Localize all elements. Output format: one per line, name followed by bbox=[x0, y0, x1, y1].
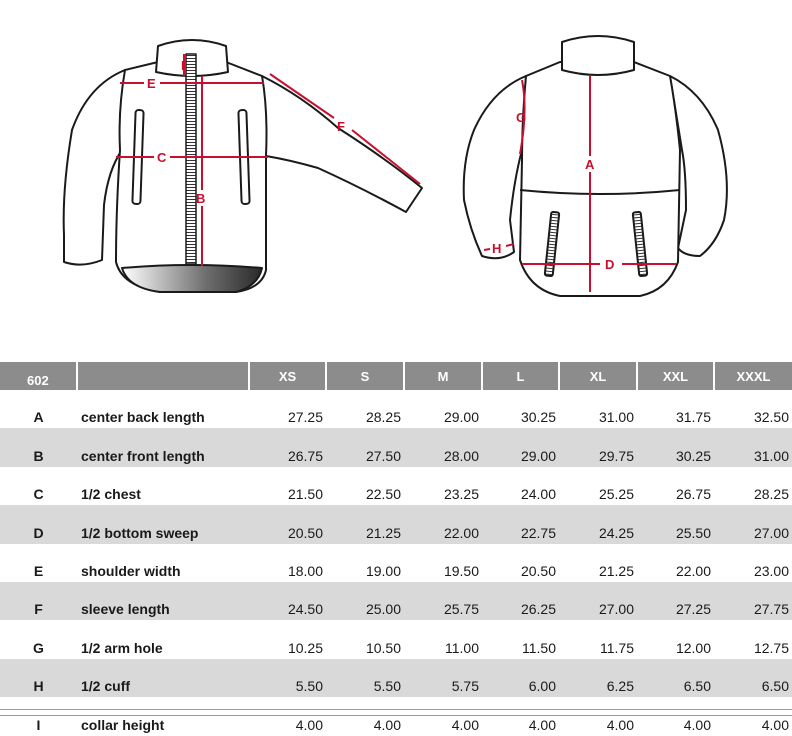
measure-code: H bbox=[0, 659, 77, 697]
table-row bbox=[0, 428, 792, 466]
size-header: M bbox=[404, 362, 482, 390]
measure-value: 29.75 bbox=[559, 428, 637, 466]
table-row bbox=[0, 697, 792, 735]
measure-value: 18.00 bbox=[287, 562, 323, 579]
measurement-header bbox=[77, 362, 249, 390]
measure-value: 5.50 bbox=[249, 659, 326, 697]
measure-value: 23.25 bbox=[443, 486, 479, 503]
measure-value: 4.00 bbox=[295, 716, 323, 733]
table-row bbox=[0, 390, 792, 428]
measure-value: 31.00 bbox=[598, 409, 634, 426]
measure-value: 12.75 bbox=[753, 639, 789, 656]
size-header: L bbox=[482, 362, 559, 390]
measure-value: 20.50 bbox=[520, 562, 556, 579]
label-a: A bbox=[585, 157, 595, 172]
measure-value: 4.00 bbox=[528, 716, 556, 733]
measure-value: 25.25 bbox=[598, 486, 634, 503]
measure-value: 27.25 bbox=[637, 582, 714, 620]
jacket-front-view bbox=[64, 40, 422, 292]
measure-value: 27.25 bbox=[287, 409, 323, 426]
measure-value: 4.00 bbox=[373, 716, 401, 733]
measure-code: E bbox=[33, 562, 44, 579]
table-header-row bbox=[0, 362, 792, 390]
measure-line-h-left bbox=[484, 249, 490, 250]
table-row bbox=[0, 505, 792, 543]
measure-name: 1/2 arm hole bbox=[81, 639, 163, 656]
measure-value: 27.50 bbox=[326, 428, 404, 466]
measure-value: 21.25 bbox=[326, 505, 404, 543]
measure-value: 19.00 bbox=[365, 562, 401, 579]
jacket-back-view bbox=[464, 36, 727, 296]
measure-code: G bbox=[33, 639, 44, 656]
measure-value: 11.50 bbox=[522, 639, 556, 656]
measure-name: 1/2 cuff bbox=[77, 659, 249, 697]
measure-value: 10.25 bbox=[287, 639, 323, 656]
measure-value: 5.50 bbox=[326, 659, 404, 697]
measure-value: 30.25 bbox=[637, 428, 714, 466]
measure-value: 11.75 bbox=[600, 639, 634, 656]
size-header: XXXL bbox=[714, 362, 792, 390]
measure-name: collar height bbox=[81, 716, 165, 733]
label-d: D bbox=[605, 257, 615, 272]
jacket-illustration bbox=[0, 0, 792, 330]
measure-value: 31.75 bbox=[675, 409, 711, 426]
measure-value: 5.75 bbox=[404, 659, 482, 697]
measure-code: I bbox=[36, 716, 41, 733]
measure-value: 22.00 bbox=[404, 505, 482, 543]
measure-value: 6.50 bbox=[637, 659, 714, 697]
label-e: E bbox=[147, 76, 156, 91]
measure-name: center back length bbox=[81, 409, 205, 426]
measure-value: 22.50 bbox=[365, 486, 401, 503]
label-b: B bbox=[196, 191, 206, 206]
measure-value: 6.00 bbox=[482, 659, 559, 697]
measure-code: C bbox=[33, 486, 44, 503]
measure-value: 6.25 bbox=[559, 659, 637, 697]
measure-value: 20.50 bbox=[249, 505, 326, 543]
back-left-sleeve bbox=[464, 76, 526, 258]
label-f: F bbox=[337, 119, 345, 134]
style-code: 602 bbox=[0, 362, 77, 390]
measure-value: 25.00 bbox=[326, 582, 404, 620]
label-g: G bbox=[516, 110, 527, 125]
measure-value: 32.50 bbox=[753, 409, 789, 426]
measure-code: D bbox=[0, 505, 77, 543]
table-row bbox=[0, 467, 792, 505]
measure-value: 22.75 bbox=[482, 505, 559, 543]
measure-value: 23.00 bbox=[753, 562, 789, 579]
measure-value: 25.50 bbox=[637, 505, 714, 543]
label-i: I bbox=[181, 58, 185, 73]
measure-value: 28.25 bbox=[753, 486, 789, 503]
measure-value: 24.25 bbox=[559, 505, 637, 543]
measure-name: 1/2 chest bbox=[81, 486, 141, 503]
measure-value: 26.25 bbox=[482, 582, 559, 620]
measure-value: 26.75 bbox=[675, 486, 711, 503]
measure-value: 19.50 bbox=[443, 562, 479, 579]
measure-value: 30.25 bbox=[520, 409, 556, 426]
table-row bbox=[0, 544, 792, 582]
back-body bbox=[520, 62, 680, 296]
measure-code: A bbox=[33, 409, 44, 426]
size-header: XXL bbox=[637, 362, 714, 390]
measure-value: 29.00 bbox=[443, 409, 479, 426]
measure-value: 27.00 bbox=[559, 582, 637, 620]
bottom-divider bbox=[0, 709, 792, 716]
measure-code: F bbox=[0, 582, 77, 620]
measure-value: 28.00 bbox=[404, 428, 482, 466]
table-row bbox=[0, 582, 792, 620]
front-right-sleeve bbox=[262, 76, 422, 212]
measure-value: 21.25 bbox=[598, 562, 634, 579]
measure-value: 27.00 bbox=[714, 505, 792, 543]
measure-value: 4.00 bbox=[451, 716, 479, 733]
front-zipper bbox=[186, 54, 196, 264]
front-hem-band bbox=[122, 265, 262, 292]
size-header: S bbox=[326, 362, 404, 390]
measure-value: 29.00 bbox=[482, 428, 559, 466]
measure-name: 1/2 bottom sweep bbox=[77, 505, 249, 543]
measure-value: 27.75 bbox=[714, 582, 792, 620]
table-row bbox=[0, 620, 792, 658]
size-header: XS bbox=[249, 362, 326, 390]
measure-value: 11.00 bbox=[445, 639, 479, 656]
label-c: C bbox=[157, 150, 167, 165]
measure-name: shoulder width bbox=[81, 562, 181, 579]
measure-value: 31.00 bbox=[714, 428, 792, 466]
measure-value: 24.00 bbox=[520, 486, 556, 503]
table-row bbox=[0, 659, 792, 697]
measure-value: 4.00 bbox=[683, 716, 711, 733]
measure-value: 22.00 bbox=[675, 562, 711, 579]
measure-value: 26.75 bbox=[249, 428, 326, 466]
measure-code: B bbox=[0, 428, 77, 466]
measure-value: 24.50 bbox=[249, 582, 326, 620]
back-collar bbox=[562, 36, 634, 75]
size-chart-table bbox=[0, 362, 792, 736]
measure-value: 4.00 bbox=[761, 716, 789, 733]
measure-name: center front length bbox=[77, 428, 249, 466]
measure-value: 21.50 bbox=[287, 486, 323, 503]
measure-value: 25.75 bbox=[404, 582, 482, 620]
measure-value: 28.25 bbox=[365, 409, 401, 426]
measure-value: 12.00 bbox=[675, 639, 711, 656]
measure-value: 4.00 bbox=[606, 716, 634, 733]
size-header: XL bbox=[559, 362, 637, 390]
measure-name: sleeve length bbox=[77, 582, 249, 620]
measure-value: 6.50 bbox=[714, 659, 792, 697]
label-h: H bbox=[492, 241, 502, 256]
measure-value: 10.50 bbox=[365, 639, 401, 656]
